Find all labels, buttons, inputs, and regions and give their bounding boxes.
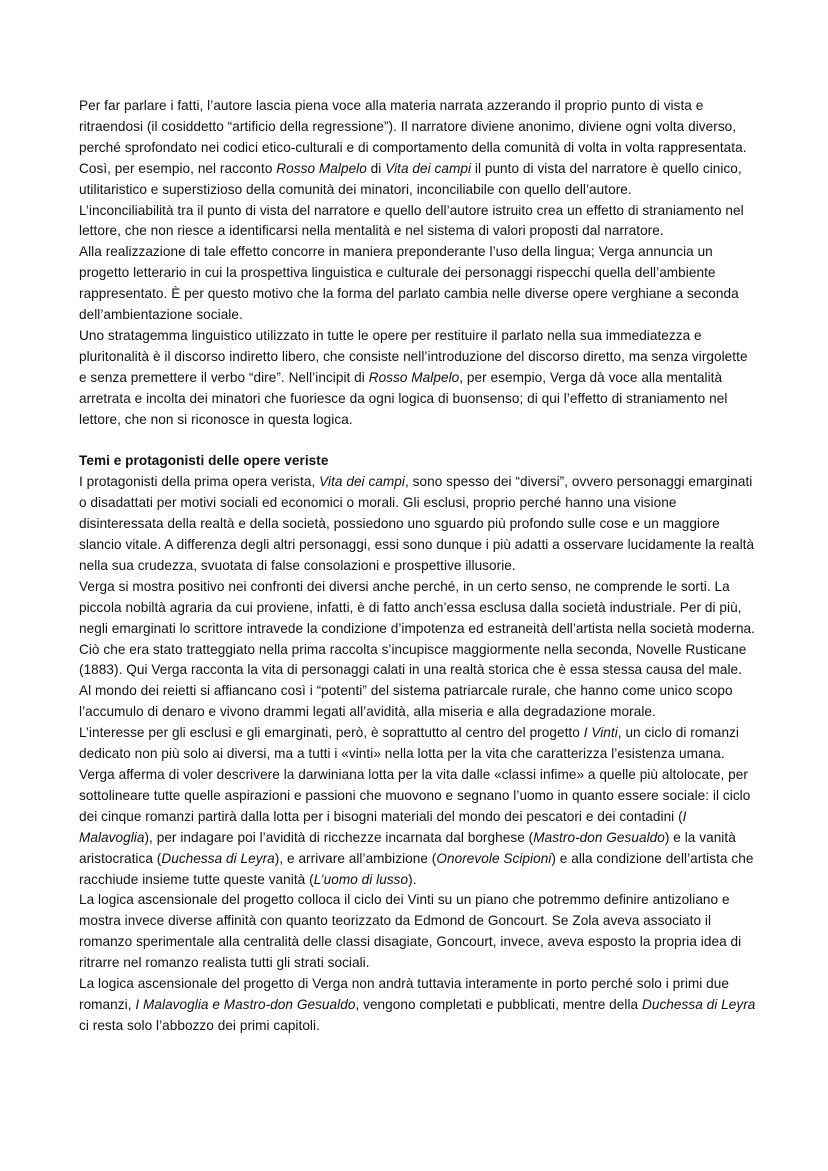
italic-title-text: Duchessa di Leyra bbox=[161, 850, 275, 866]
paragraph-text: Per far parlare i fatti, l’autore lascia piena voce alla materia narrata azzerando il proprio punto di vista e ritraendosi (il cosiddetto “artificio della regressione”). Il narratore diviene anonimo, diviene ogni volta diverso, perché sprofondato nei codici etico-culturali e di comportamento della comunità di volta in volta rappresentata. Così, per esempio, nel racconto bbox=[79, 98, 747, 176]
italic-title-text: Vita dei campi bbox=[319, 474, 405, 490]
paragraph-text: I protagonisti della prima opera verista, bbox=[79, 474, 320, 490]
paragraph bbox=[79, 201, 757, 243]
paragraph-text: ), per indagare poi l’avidità di ricchezze incarnata dal borghese ( bbox=[144, 829, 534, 845]
paragraph-text: Ciò che era stato tratteggiato nella prima raccolta s’incupisce maggiormente nella seconda, Novelle Rusticane (1883). Qui Verga racconta la vita di personaggi calati in una realtà storica che è essa stessa causa del male. Al mondo dei reietti si affiancano così i “potenti” del sistema patriarcale rurale, che hanno come unico scopo l’accumulo di denaro e vivono drammi legati all’avidità, alla miseria e alla degradazione morale. bbox=[79, 641, 747, 720]
paragraph-text: , sono spesso dei “diversi”, ovvero personaggi emarginati o disadattati per motivi sociali ed economici o morali. Gli esclusi, proprio perché hanno una visione disinteressata della realtà e della società, possiedono uno sguardo più profondo sulle cose e un maggiore slancio vitale. A differenza degli altri personaggi, essi sono dunque i più adatti a osservare lucidamente la realtà nella sua crudezza, svuotata di false consolazioni e prospettive illusorie. bbox=[79, 474, 755, 573]
paragraph-text: di bbox=[366, 160, 386, 176]
paragraph-text: , vengono completati e pubblicati, mentre della bbox=[355, 996, 642, 1012]
italic-title-text: I Vinti bbox=[583, 725, 618, 741]
italic-title-text: I Malavoglia bbox=[79, 808, 687, 845]
italic-title-text: Vita dei campi bbox=[385, 160, 472, 176]
italic-title-text: Rosso Malpelo bbox=[368, 369, 460, 385]
paragraph-text: ), e arrivare all’ambizione ( bbox=[274, 850, 437, 866]
paragraph-text: il punto di vista del narratore è quello cinico, utilitaristico e superstizioso della comunità dei minatori, inconciliabile con quello dell’autore. bbox=[79, 160, 742, 197]
document-page bbox=[79, 96, 757, 1037]
paragraph bbox=[79, 974, 757, 1037]
italic-title-text: I Malavoglia e Mastro-don Gesualdo bbox=[135, 996, 356, 1012]
paragraph-text: , per esempio, Verga dà voce alla mentalità arretrata e incolta dei minatori che fuoriesce da ogni logica di buonsenso; di qui l’effetto di straniamento nel lettore, che non si riconosce in questa logica. bbox=[79, 369, 728, 427]
paragraph-text: Uno stratagemma linguistico utilizzato in tutte le opere per restituire il parlato nella sua immediatezza e pluritonalità è il discorso indiretto libero, che consiste nell’introduzione del discorso diretto, ma senza virgolette e senza premettere il verbo “dire”. Nell’incipit di bbox=[79, 327, 748, 385]
italic-title-text: Duchessa di Leyra bbox=[641, 996, 756, 1012]
section-heading: Temi e protagonisti delle opere veriste bbox=[79, 453, 329, 469]
blank-line bbox=[79, 431, 757, 452]
paragraph bbox=[79, 640, 757, 724]
paragraph-text: La logica ascensionale del progetto colloca il ciclo dei Vinti su un piano che potremmo definire antizoliano e mostra invece diverse affinità con quanto teorizzato da Edmond de Goncourt. Se Zola aveva associato il romanzo sperimentale alla centralità delle classi disagiate, Goncourt, invece, aveva esposto la propria idea di ritrarre nel romanzo realista tutti gli strati sociali. bbox=[79, 892, 742, 971]
paragraph bbox=[79, 472, 757, 577]
paragraph-text: Alla realizzazione di tale effetto concorre in maniera preponderante l’uso della lingua; Verga annuncia un progetto letterario in cui la prospettiva linguistica e culturale dei personaggi rispecchi quella dell’ambiente rappresentato. È per questo motivo che la forma del parlato cambia nelle diverse opere verghiane a seconda dell’ambientazione sociale. bbox=[79, 244, 739, 323]
italic-title-text: Rosso Malpelo bbox=[276, 160, 367, 176]
paragraph-text: La logica ascensionale del progetto di Verga non andrà tuttavia interamente in porto perché solo i primi due romanzi, bbox=[79, 976, 729, 1012]
paragraph bbox=[79, 242, 757, 326]
paragraph-text: ci resta solo l’abbozzo dei primi capitoli. bbox=[79, 1017, 320, 1033]
paragraph bbox=[79, 577, 757, 640]
paragraph-text: Verga si mostra positivo nei confronti dei diversi anche perché, in un certo senso, ne comprende le sorti. La piccola nobiltà agraria da cui proviene, infatti, è di fatto anch’essa esclusa dalla società industriale. Per di più, negli emarginati lo scrittore intravede la condizione d’impotenza ed estraneità dell’artista nella società moderna. bbox=[79, 578, 755, 636]
themes-section bbox=[79, 472, 757, 1036]
paragraph bbox=[79, 723, 757, 890]
italic-title-text: Onorevole Scipioni bbox=[436, 850, 552, 866]
paragraph-text: L’inconciliabilità tra il punto di vista del narratore e quello dell’autore istruito crea un effetto di straniamento nel lettore, che non riesce a identificarsi nella mentalità e nel sistema di valori proposti dal narratore. bbox=[79, 202, 744, 239]
paragraph-text: L’interesse per gli esclusi e gli emarginati, però, è soprattutto al centro del progetto bbox=[79, 725, 584, 741]
italic-title-text: L’uomo di lusso bbox=[313, 871, 409, 887]
italic-title-text: Mastro-don Gesualdo bbox=[533, 829, 665, 845]
paragraph-text: ) e la vanità aristocratica ( bbox=[79, 829, 736, 866]
paragraph bbox=[79, 96, 757, 201]
paragraph-text: ). bbox=[408, 871, 417, 887]
paragraph-text: , un ciclo di romanzi dedicato non più solo ai diversi, ma a tutti i «vinti» nella lotta per la vita che caratterizza l’esistenza umana. Verga afferma di voler descrivere la darwiniana lotta per la vita dalle «classi infime» a quelle più altolocate, per sottolineare tutte quelle aspirazioni e passioni che muovono e segnano l’uomo in quanto essere sociale: il ciclo dei cinque romanzi partirà dalla lotta per i bisogni materiali del mondo dei pescatori e dei contadini ( bbox=[79, 725, 751, 824]
paragraph-text: ) e alla condizione dell’artista che racchiude insieme tutte queste vanità ( bbox=[79, 850, 754, 887]
paragraph bbox=[79, 326, 757, 431]
paragraph bbox=[79, 890, 757, 974]
intro-section bbox=[79, 96, 757, 431]
